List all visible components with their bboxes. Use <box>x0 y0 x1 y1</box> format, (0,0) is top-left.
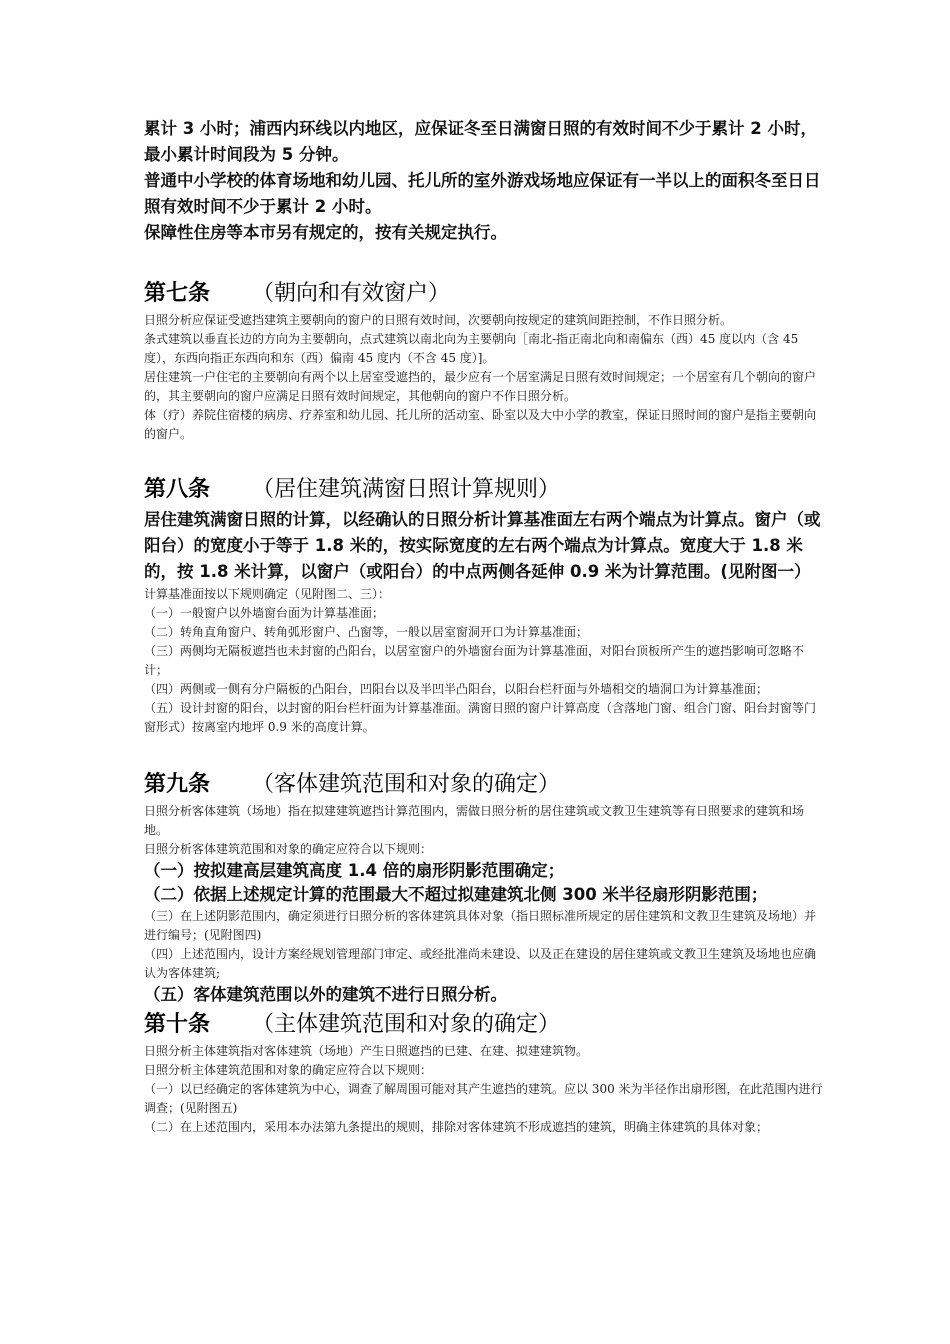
article-7-heading <box>144 276 824 311</box>
article-10 <box>144 1007 824 1137</box>
intro-paragraph-3: 保障性住房等本市另有规定的，按有关规定执行。 <box>144 223 507 242</box>
article-8-paragraph-1: 居住建筑满窗日照的计算，以经确认的日照分析计算基准面左右两个端点为计算点。窗户（或阳台）的宽度小于等于 1.8 米的，按实际宽度的左右两个端点为计算点。宽度大于 1.8 米的，按 1.8 米计算，以窗户（或阳台）的中点两侧各延伸 0.9 米为计算范围。(见附图一） <box>144 510 821 581</box>
article-7-paragraph-2: 条式建筑以垂直长边的方向为主要朝向，点式建筑以南北向为主要朝向［南北-指正南北向和南偏东（西）45 度以内（含 45 度），东西向指正东西向和东（西）偏南 45 度内（不含 45 度）]。 <box>144 332 799 365</box>
intro-section <box>144 116 824 246</box>
article-8-paragraph-3: （一）一般窗户以外墙窗台面为计算基准面； <box>144 606 385 620</box>
article-8-paragraph-2: 计算基准面按以下规则确定（见附图二、三）： <box>144 587 391 601</box>
article-9-paragraph-1: 日照分析客体建筑（场地）指在拟建建筑遮挡计算范围内，需做日照分析的居住建筑或文教卫生建筑等有日照要求的建筑和场地。 <box>144 804 805 837</box>
article-9 <box>144 767 824 1007</box>
article-7-title: （朝向和有效窗户） <box>252 281 451 306</box>
article-9-number: 第九条 <box>144 772 211 797</box>
article-9-paragraph-5: （三）在上述阴影范围内，确定须进行日照分析的客体建筑具体对象（指日照标准所规定的居住建筑和文教卫生建筑及场地）并进行编号；(见附图四) <box>144 909 817 942</box>
article-9-paragraph-2: 日照分析客体建筑范围和对象的确定应符合以下规则： <box>144 842 433 856</box>
article-10-paragraph-2: 日照分析主体建筑范围和对象的确定应符合以下规则： <box>144 1063 433 1077</box>
article-8-title: （居住建筑满窗日照计算规则） <box>252 477 561 502</box>
article-10-title: （主体建筑范围和对象的确定） <box>252 1012 561 1037</box>
article-8-paragraph-5: （三）两侧均无隔板遮挡也未封窗的凸阳台，以居室窗户的外墙窗台面为计算基准面，对阳台顶板所产生的遮挡影响可忽略不计； <box>144 644 805 677</box>
intro-paragraph-2: 普通中小学校的体育场地和幼儿园、托儿所的室外游戏场地应保证有一半以上的面积冬至日日照有效时间不少于累计 2 小时。 <box>144 171 821 216</box>
article-8-number: 第八条 <box>144 477 211 502</box>
article-8-paragraph-7: （五）设计封窗的阳台，以封窗的阳台栏杆面为计算基准面。满窗日照的窗户计算高度（含落地门窗、组合门窗、阳台封窗等门窗形式）按离室内地坪 0.9 米的高度计算。 <box>144 701 817 734</box>
article-7-paragraph-1: 日照分析应保证受遮挡建筑主要朝向的窗户的日照有效时间，次要朝向按规定的建筑间距控制，不作日照分析。 <box>144 313 733 327</box>
article-8-heading <box>144 472 824 507</box>
article-8-paragraph-4: （二）转角直角窗户、转角弧形窗户、凸窗等，一般以居室窗洞开口为计算基准面； <box>144 625 589 639</box>
article-7-paragraph-4: 体（疗）养院住宿楼的病房、疗养室和幼儿园、托儿所的活动室、卧室以及大中小学的教室，保证日照时间的窗户是指主要朝向的窗户。 <box>144 408 817 441</box>
article-9-paragraph-7: （五）客体建筑范围以外的建筑不进行日照分析。 <box>144 985 507 1004</box>
article-7-paragraph-3: 居住建筑一户住宅的主要朝向有两个以上居室受遮挡的，最少应有一个居室满足日照有效时间规定；一个居室有几个朝向的窗户的，其主要朝向的窗户应满足日照有效时间规定，其他朝向的窗户不作日照分析。 <box>144 370 817 403</box>
article-9-paragraph-3: （一）按拟建高层建筑高度 1.4 倍的扇形阴影范围确定； <box>144 861 565 880</box>
article-7-number: 第七条 <box>144 281 211 306</box>
article-10-paragraph-1: 日照分析主体建筑指对客体建筑（场地）产生日照遮挡的已建、在建、拟建建筑物。 <box>144 1044 589 1058</box>
article-8 <box>144 472 824 737</box>
document-page <box>144 116 824 1137</box>
article-8-paragraph-6: （四）两侧或一侧有分户隔板的凸阳台，凹阳台以及半凹半凸阳台，以阳台栏杆面与外墙相交的墙洞口为计算基准面； <box>144 682 769 696</box>
article-7 <box>144 276 824 444</box>
article-10-heading <box>144 1007 824 1042</box>
article-9-paragraph-4: （二）依据上述规定计算的范围最大不超过拟建建筑北侧 300 米半径扇形阴影范围； <box>144 885 768 904</box>
article-9-paragraph-6: （四）上述范围内，设计方案经规划管理部门审定、或经批准尚未建设、以及正在建设的居住建筑或文教卫生建筑及场地也应确认为客体建筑; <box>144 947 817 980</box>
article-10-paragraph-3: （一）以已经确定的客体建筑为中心，调查了解周围可能对其产生遮挡的建筑。应以 300 米为半径作出扇形图，在此范围内进行调查；(见附图五) <box>144 1082 823 1115</box>
article-10-number: 第十条 <box>144 1012 211 1037</box>
article-9-heading <box>144 767 824 802</box>
article-10-paragraph-4: （二）在上述范围内，采用本办法第九条提出的规则，排除对客体建筑不形成遮挡的建筑，明确主体建筑的具体对象； <box>144 1120 769 1134</box>
article-9-title: （客体建筑范围和对象的确定） <box>252 772 561 797</box>
intro-paragraph-1: 累计 3 小时；浦西内环线以内地区，应保证冬至日满窗日照的有效时间不少于累计 2 小时，最小累计时间段为 5 分钟。 <box>144 119 817 164</box>
